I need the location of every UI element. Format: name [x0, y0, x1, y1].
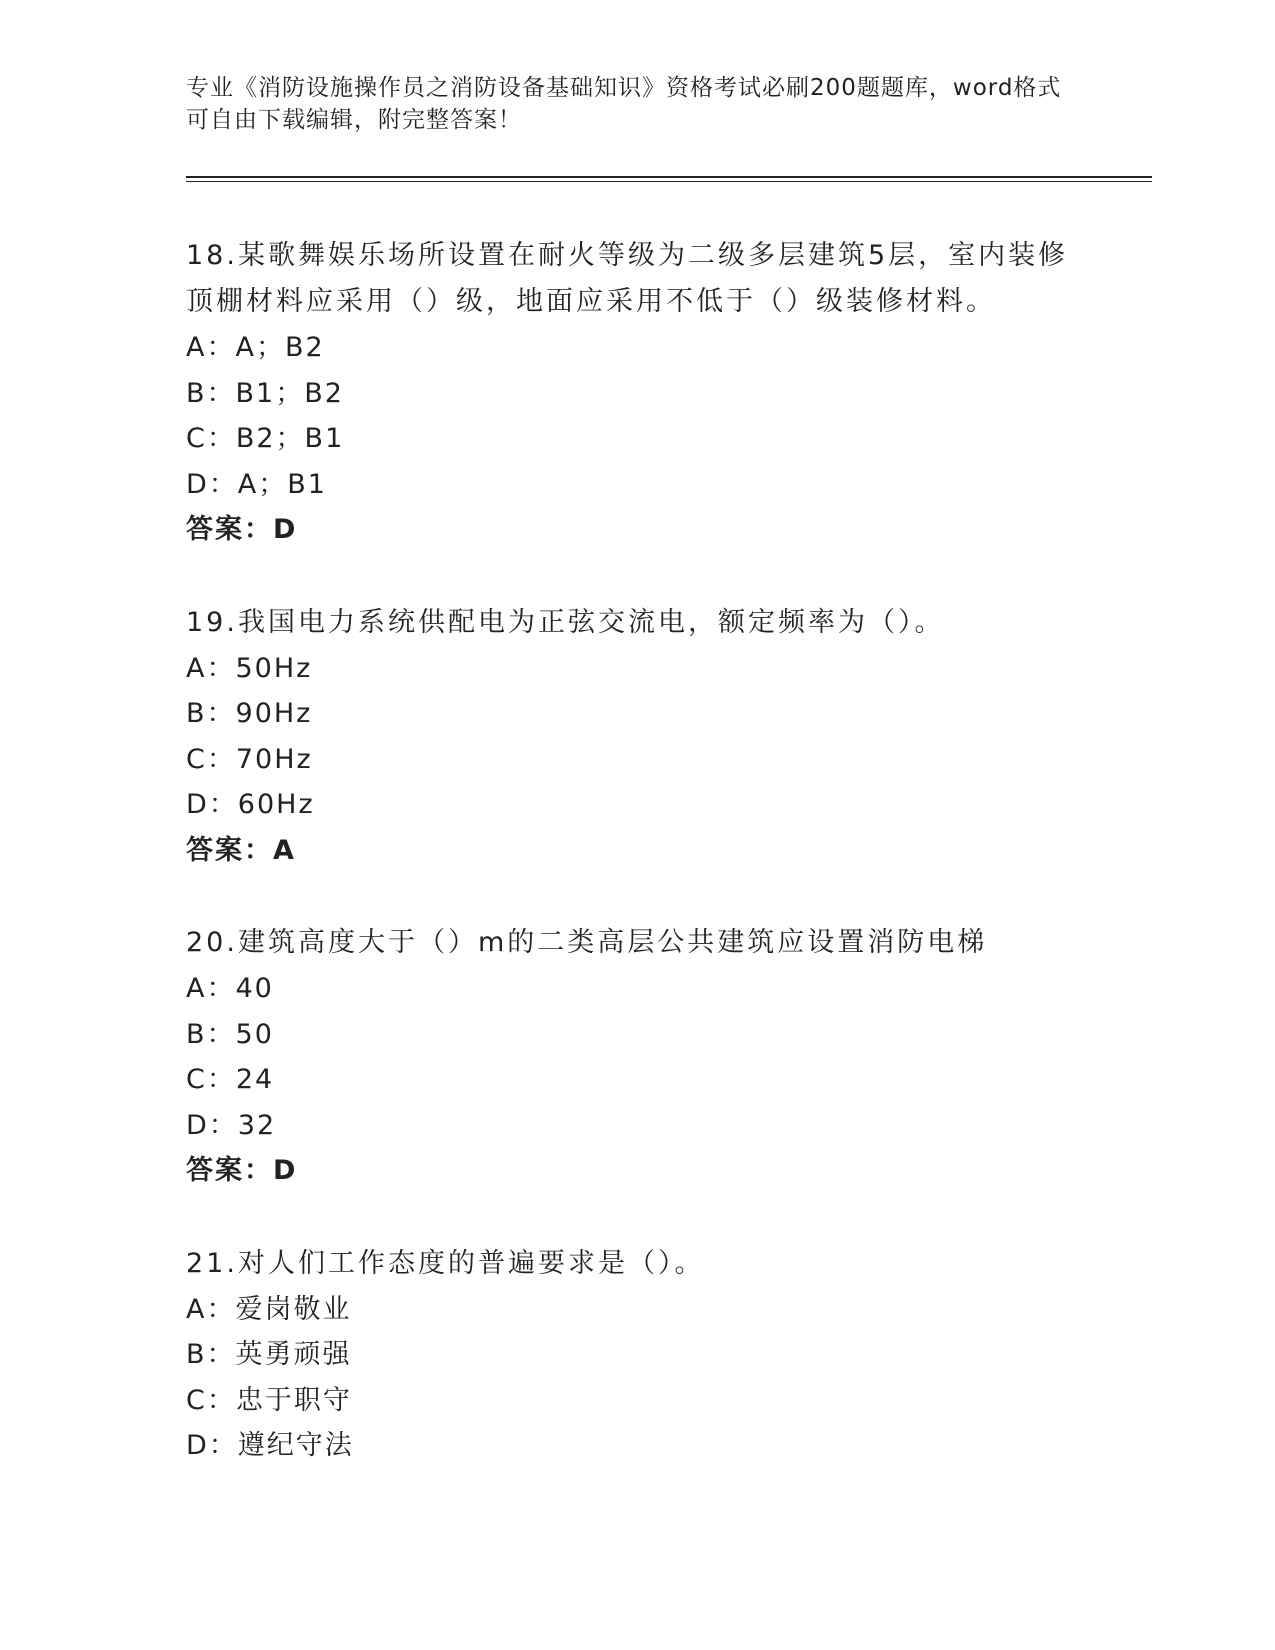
question-stem: 20.建筑高度大于（）m的二类高层公共建筑应设置消防电梯: [186, 927, 988, 958]
question-stem: 18.某歌舞娱乐场所设置在耐火等级为二级多层建筑5层，室内装修顶棚材料应采用（）级，地面应采用不低于（）级装修材料。: [186, 240, 1069, 317]
option-c: C：忠于职守: [186, 1384, 352, 1416]
option-b: B：90Hz: [186, 698, 313, 729]
option-b: B：英勇顽强: [186, 1339, 352, 1370]
answer-label: 答案：A: [186, 834, 296, 866]
header-divider-thick: [186, 176, 1152, 178]
option-b: B：50: [186, 1018, 274, 1050]
question-18: [186, 233, 1086, 553]
option-c: C：70Hz: [186, 743, 313, 775]
option-d: D：60Hz: [186, 789, 315, 820]
question-list: [186, 233, 1086, 1516]
document-header: 专业《消防设施操作员之消防设备基础知识》资格考试必刷200题题库，word格式可自由下载编辑，附完整答案！: [186, 75, 1062, 133]
option-b: B：B1；B2: [186, 377, 344, 409]
question-21: [186, 1241, 1086, 1469]
answer-label: 答案：D: [186, 1155, 298, 1186]
question-stem: 21.对人们工作态度的普遍要求是（）。: [186, 1247, 705, 1279]
option-a: A：爱岗敬业: [186, 1293, 352, 1325]
option-d: D：遵纪守法: [186, 1430, 354, 1461]
question-stem: 19.我国电力系统供配电为正弦交流电，额定频率为（）。: [186, 606, 945, 638]
answer-label: 答案：D: [186, 514, 298, 545]
option-c: C：B2；B1: [186, 423, 345, 454]
option-a: A：40: [186, 973, 274, 1004]
option-d: D：A；B1: [186, 468, 327, 500]
option-d: D：32: [186, 1109, 277, 1141]
question-20: [186, 920, 1086, 1194]
question-19: [186, 600, 1086, 874]
option-a: A：A；B2: [186, 332, 325, 363]
option-c: C：24: [186, 1064, 275, 1095]
header-divider-thin: [186, 181, 1152, 182]
option-a: A：50Hz: [186, 652, 313, 684]
